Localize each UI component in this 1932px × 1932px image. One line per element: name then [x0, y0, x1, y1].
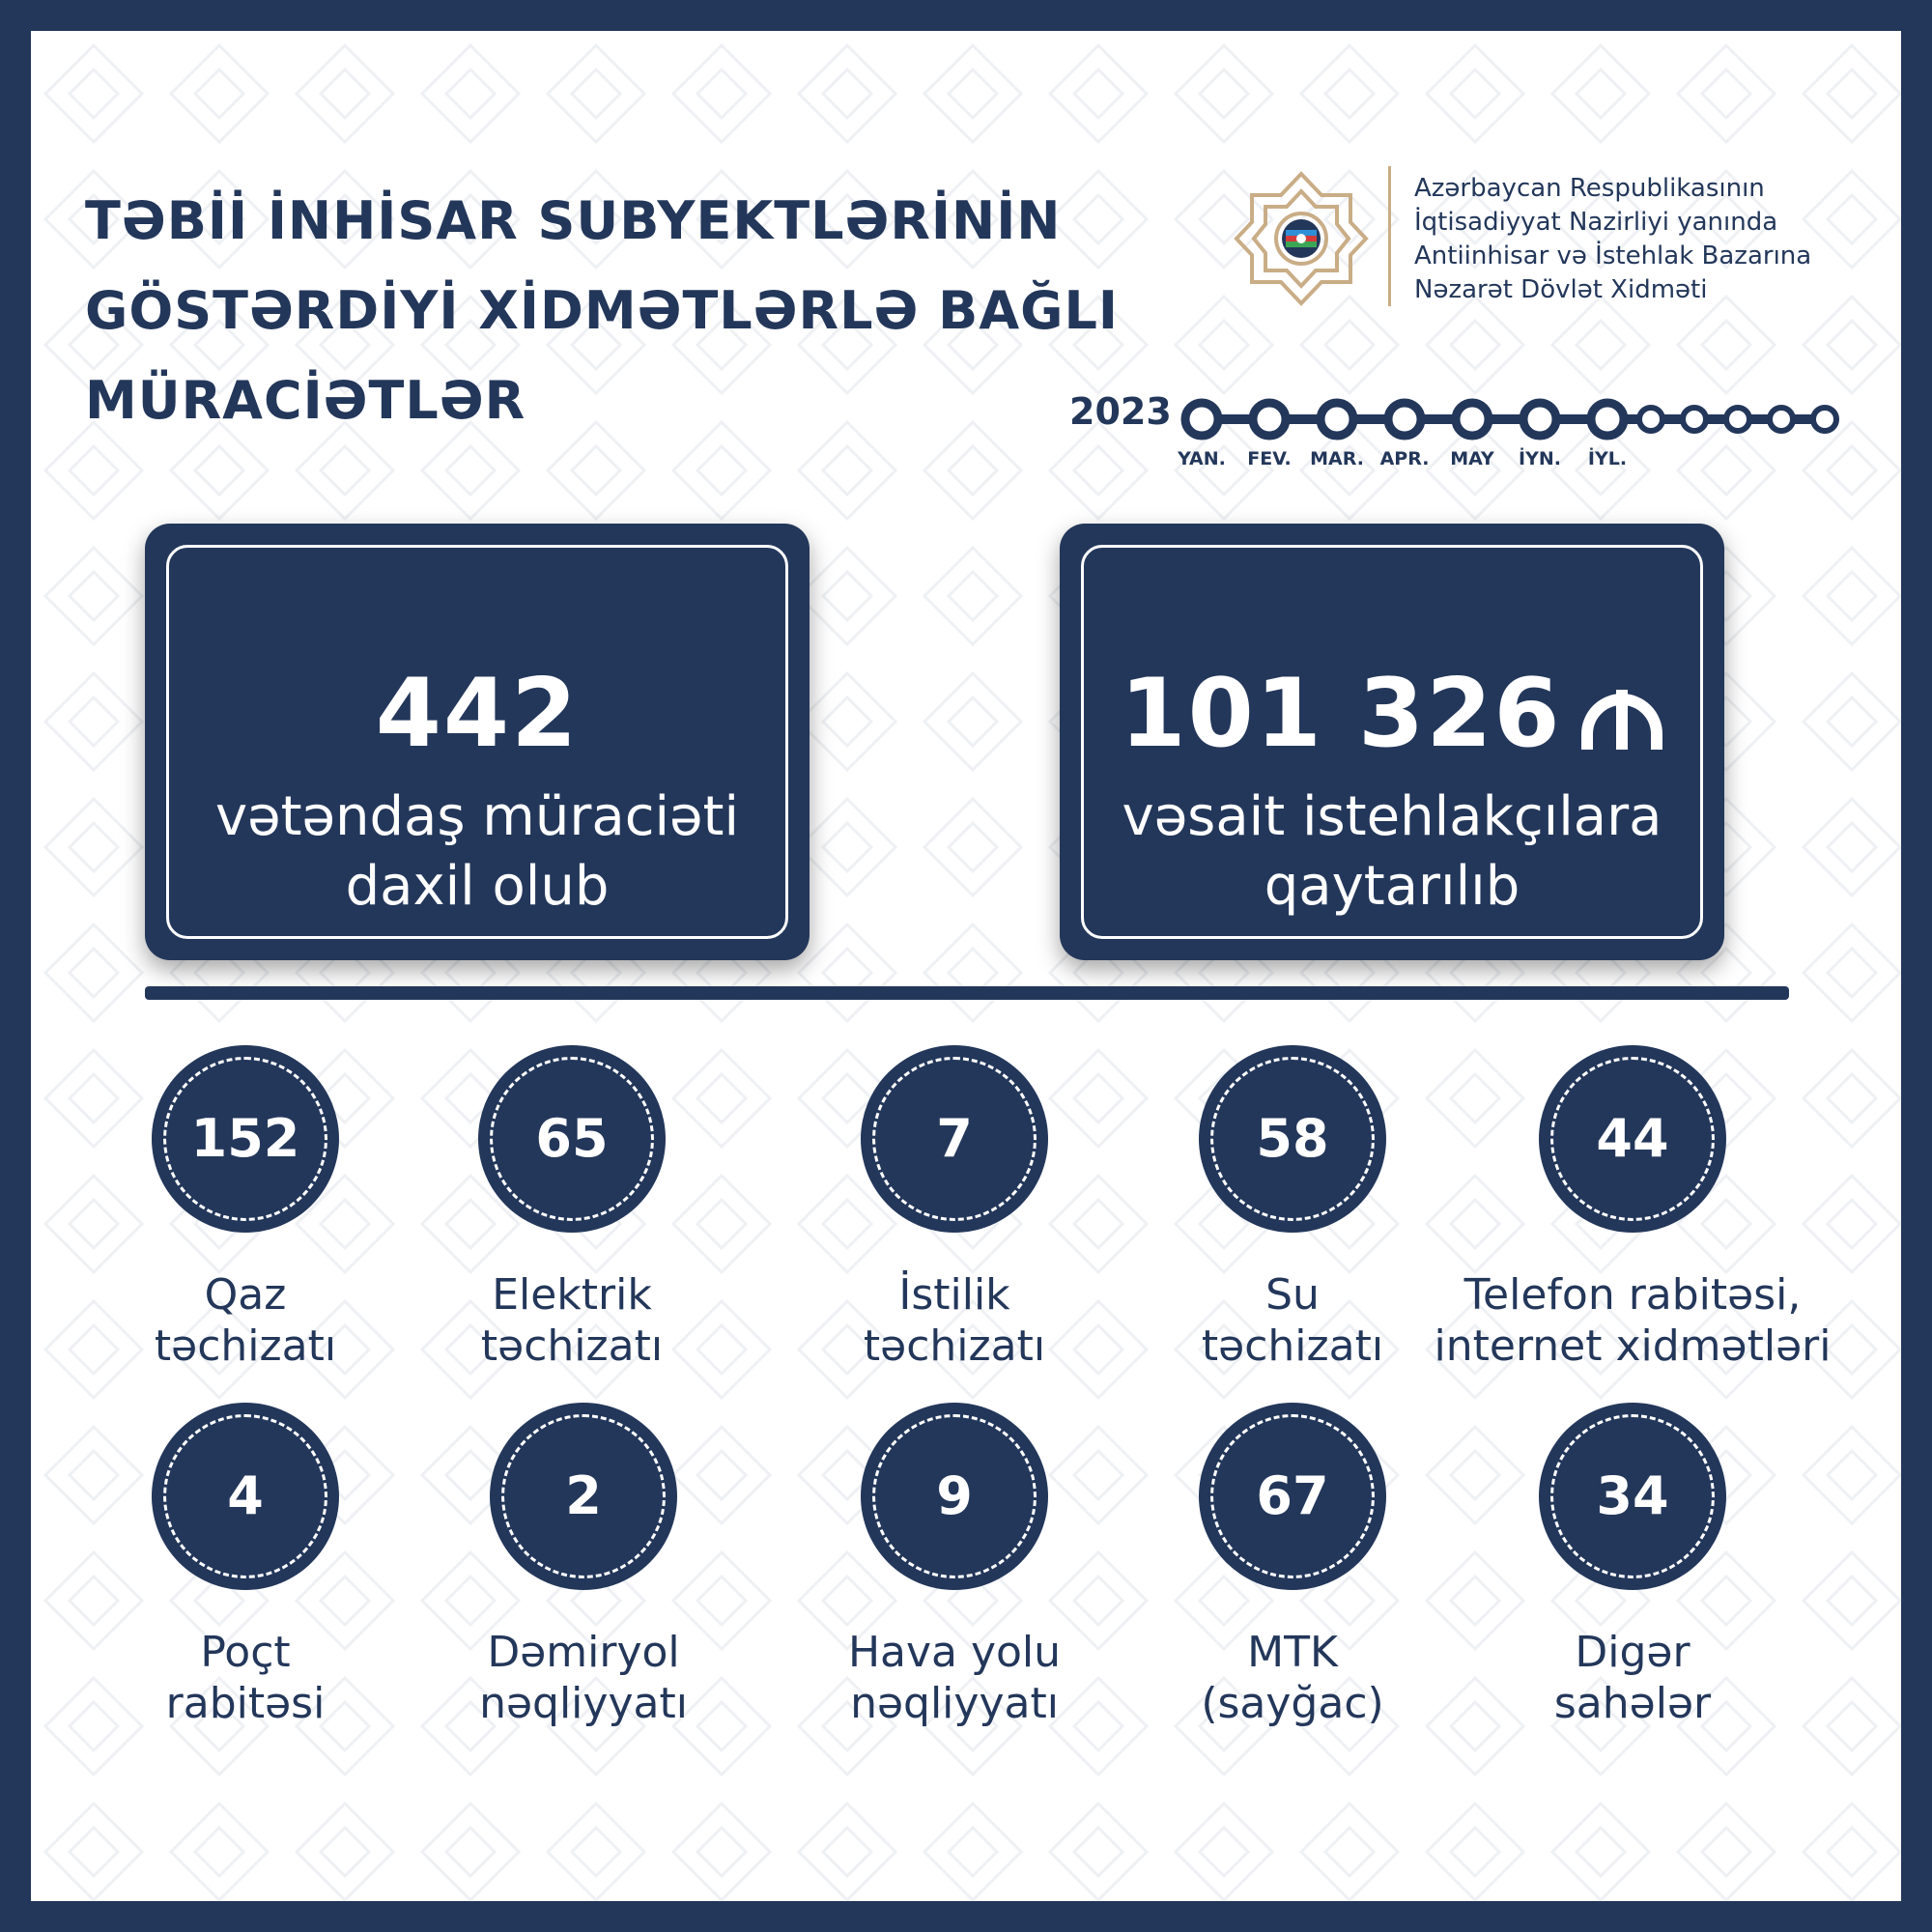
- category-label: [1430, 1269, 1835, 1372]
- organization-line: Antiinhisar və İstehlak Bazarına: [1414, 242, 1812, 270]
- label-line: internet xidmətləri: [1434, 1321, 1832, 1371]
- organization-name: [1414, 172, 1811, 307]
- label-line: MTK: [1247, 1628, 1338, 1677]
- label-line: nəqliyyatı: [850, 1679, 1059, 1728]
- category-badge: [152, 1045, 339, 1233]
- category-electricity-supply: [369, 1045, 775, 1372]
- stat-card-applications: [145, 524, 810, 960]
- category-badge: [152, 1403, 339, 1590]
- label-line: Su: [1265, 1270, 1320, 1320]
- month-label: YAN.: [1178, 448, 1226, 469]
- category-count: 67: [1256, 1465, 1329, 1526]
- category-badge: [1199, 1403, 1386, 1590]
- refund-amount: 101 326: [1120, 659, 1562, 769]
- category-count: 2: [565, 1465, 602, 1526]
- label-line: Elektrik: [492, 1270, 652, 1320]
- category-label: [369, 1269, 775, 1372]
- timeline-dot-active: [1523, 403, 1556, 436]
- label-line: nəqliyyatı: [479, 1679, 688, 1728]
- timeline-track: [1180, 390, 1895, 448]
- category-railway-transport: [381, 1403, 786, 1729]
- timeline-dot: [1770, 408, 1793, 431]
- category-count: 152: [190, 1108, 300, 1169]
- month-label: İYL.: [1587, 448, 1628, 469]
- category-badge: [861, 1403, 1048, 1590]
- month-label: MAY: [1450, 448, 1494, 469]
- caption-line: vəsait istehlakçılara: [1122, 785, 1662, 848]
- label-line: təchizatı: [154, 1321, 337, 1371]
- timeline-dot-active: [1185, 403, 1218, 436]
- month-timeline: [1180, 390, 1895, 487]
- label-line: təchizatı: [863, 1321, 1046, 1371]
- title-line: GÖSTƏRDİYİ XİDMƏTLƏRLƏ BAĞLI: [85, 280, 1119, 341]
- stat-card-refund: [1060, 524, 1724, 960]
- timeline-dot: [1726, 408, 1749, 431]
- organization-line: Azərbaycan Respublikasının: [1414, 174, 1765, 203]
- label-line: Poçt: [200, 1628, 291, 1677]
- label-line: təchizatı: [480, 1321, 664, 1371]
- label-line: sahələr: [1553, 1679, 1712, 1728]
- category-badge: [1539, 1403, 1726, 1590]
- category-count: 44: [1596, 1108, 1669, 1169]
- section-divider: [145, 986, 1789, 1000]
- month-label: MAR.: [1310, 448, 1364, 469]
- category-badge: [861, 1045, 1048, 1233]
- infographic-canvas: [31, 31, 1901, 1901]
- timeline-dot-active: [1321, 403, 1353, 436]
- month-label: İYN.: [1519, 448, 1561, 469]
- category-badge: [478, 1045, 666, 1233]
- label-line: Digər: [1575, 1628, 1690, 1677]
- month-label: APR.: [1379, 448, 1430, 469]
- label-line: rabitəsi: [165, 1679, 326, 1728]
- timeline-dot-active: [1456, 403, 1489, 436]
- ministry-emblem-logo: [1229, 166, 1374, 311]
- title-line: MÜRACİƏTLƏR: [85, 370, 526, 431]
- category-badge: [1539, 1045, 1726, 1233]
- timeline-dot-active: [1591, 403, 1624, 436]
- label-line: (sayğac): [1201, 1679, 1384, 1728]
- page-title: [85, 176, 1119, 445]
- month-label: FEV.: [1247, 448, 1292, 469]
- label-line: Telefon rabitəsi,: [1463, 1270, 1802, 1320]
- organization-line: İqtisadiyyat Nazirliyi yanında: [1414, 208, 1778, 237]
- label-line: Hava yolu: [847, 1628, 1062, 1677]
- category-badge: [1199, 1045, 1386, 1233]
- refund-amount-row: [1060, 659, 1724, 769]
- refund-caption: [1060, 782, 1724, 922]
- timeline-dot: [1813, 408, 1836, 431]
- category-count: 9: [936, 1465, 973, 1526]
- applications-caption: [145, 782, 810, 922]
- category-telecom-internet: [1430, 1045, 1835, 1372]
- category-label: [381, 1627, 786, 1729]
- label-line: təchizatı: [1201, 1321, 1384, 1371]
- timeline-year: 2023: [1069, 390, 1172, 433]
- category-count: 7: [936, 1108, 973, 1169]
- category-count: 58: [1256, 1108, 1329, 1169]
- category-count: 4: [227, 1465, 264, 1526]
- timeline-dot-active: [1388, 403, 1421, 436]
- label-line: Dəmiryol: [487, 1628, 680, 1677]
- timeline-dot: [1683, 408, 1706, 431]
- manat-icon: [1579, 686, 1664, 753]
- timeline-dot: [1639, 408, 1662, 431]
- category-badge: [490, 1403, 677, 1590]
- category-count: 65: [535, 1108, 609, 1169]
- caption-line: daxil olub: [345, 855, 610, 918]
- category-other-fields: [1430, 1403, 1835, 1729]
- caption-line: vətəndaş müraciəti: [214, 785, 740, 848]
- title-line: TƏBİİ İNHİSAR SUBYEKTLƏRİNİN: [85, 190, 1062, 251]
- timeline-dot-active: [1253, 403, 1286, 436]
- category-count: 34: [1596, 1465, 1669, 1526]
- applications-count: 442: [375, 659, 580, 769]
- caption-line: qaytarılıb: [1264, 855, 1520, 918]
- label-line: İstilik: [898, 1270, 1010, 1320]
- category-label: [1430, 1627, 1835, 1729]
- organization-line: Nəzarət Dövlət Xidməti: [1414, 275, 1708, 304]
- label-line: Qaz: [204, 1270, 287, 1320]
- logo-divider: [1388, 166, 1391, 306]
